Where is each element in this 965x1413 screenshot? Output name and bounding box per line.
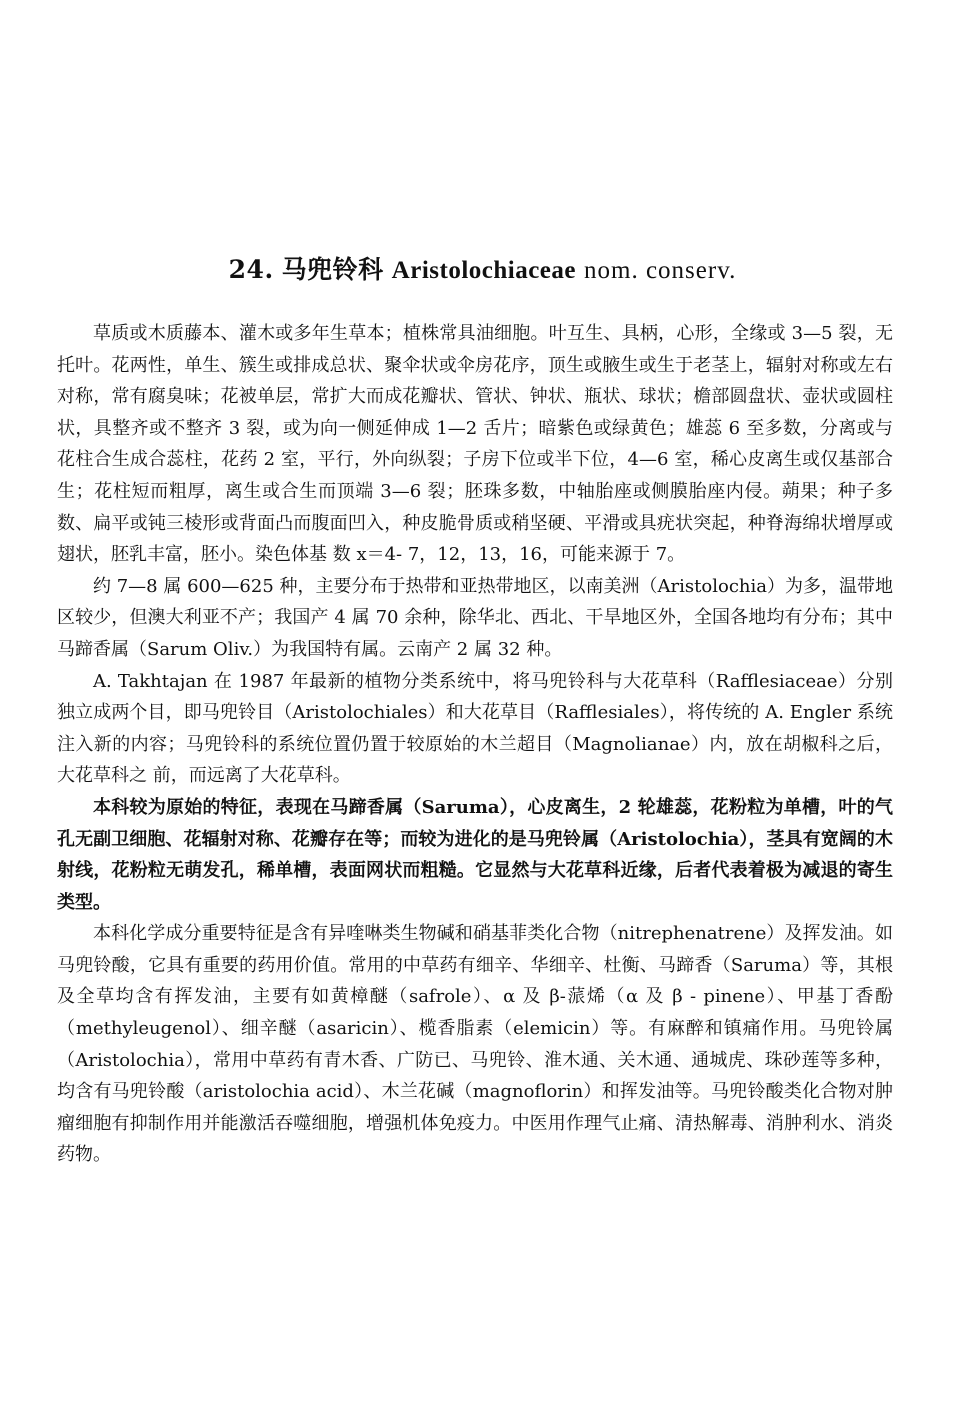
paragraph-taxonomy: A. Takhtajan 在 1987 年最新的植物分类系统中，将马兜铃科与大花草科（Rafflesiaceae）分别独立成两个目，即马兜铃目（Aristolochiales）和大花草目（Rafflesiales），将传统的 A. Engler 系统注入新的内容；马兜铃科的系统位置仍置于较原始的木兰超目（Magnolianae）内，放在胡椒科之后，大花草科之 前，而远离了大花草科。	[57, 670, 893, 787]
paragraph-chemistry: 本科化学成分重要特征是含有异喹啉类生物碱和硝基菲类化合物（nitrephenatrene）及挥发油。如马兜铃酸，它具有重要的药用价值。常用的中草药有细辛、华细辛、杜衡、马蹄香（Saruma）等，其根及全草均含有挥发油，主要有如黄樟醚（safrole）、α 及 β-蒎烯（α 及 β - pinene）、甲基丁香酚（methyleugenol）、细辛醚（asaricin）、榄香脂素（elemicin）等。有麻醉和镇痛作用。马兜铃属（Aristolochia），常用中草药有青木香、广防已、马兜铃、淮木通、关木通、通城虎、珠砂莲等多种，均含有马兜铃酸（aristolochia acid）、木兰花碱（magnoflorin）和挥发油等。马兜铃酸类化合物对肿瘤细胞有抑制作用并能激活吞噬细胞，增强机体免疫力。中医用作理气止痛、清热解毒、消肿利水、消炎药物。	[57, 923, 893, 1166]
family-heading	[0, 253, 965, 288]
paragraph-characteristics: 本科较为原始的特征，表现在马蹄香属（Saruma），心皮离生，2 轮雄蕊，花粉粒为单槽，叶的气孔无副卫细胞、花辐射对称、花瓣存在等；而较为进化的是马兜铃属（Aristolochia），茎具有宽阔的木射线，花粉粒无萌发孔，稀单槽，表面网状而粗糙。它显然与大花草科近缘，后者代表着极为减退的寄生类型。	[57, 796, 893, 913]
heading-nomenclature-suffix: nom. conserv.	[584, 257, 737, 284]
paragraph-distribution: 约 7—8 属 600—625 种，主要分布于热带和亚热带地区，以南美洲（Aristolochia）为多，温带地区较少，但澳大利亚不产；我国产 4 属 70 余种，除华北、西北、干旱地区外，全国各地均有分布；其中马蹄香属（Sarum Oliv.）为我国特有属。云南产 2 属 32 种。	[57, 575, 893, 660]
body-text	[57, 318, 893, 1171]
heading-chinese-name: 马兜铃科	[281, 255, 384, 284]
heading-number: 24.	[228, 255, 274, 284]
heading-latin-name: Aristolochiaceae	[391, 257, 577, 284]
paragraph-description: 草质或木质藤本、灌木或多年生草本；植株常具油细胞。叶互生、具柄，心形，全缘或 3—5 裂，无托叶。花两性，单生、簇生或排成总状、聚伞状或伞房花序，顶生或腋生或生于老茎上，辐射对称或左右对称，常有腐臭味；花被单层，常扩大而成花瓣状、管状、钟状、瓶状、球状；檐部圆盘状、壶状或圆柱状，具整齐或不整齐 3 裂，或为向一侧延伸成 1—2 舌片；暗紫色或绿黄色；雄蕊 6 至多数，分离或与花柱合生成合蕊柱，花药 2 室，平行，外向纵裂；子房下位或半下位，4—6 室，稀心皮离生或仅基部合生；花柱短而粗厚，离生或合生而顶端 3—6 裂；胚珠多数，中轴胎座或侧膜胎座内侵。蒴果；种子多数、扁平或钝三棱形或背面凸而腹面凹入，种皮脆骨质或稍坚硬、平滑或具疣状突起，种脊海绵状增厚或翅状，胚乳丰富，胚小。染色体基 数 x＝4- 7，12，13，16，可能来源于 7。	[57, 323, 893, 566]
